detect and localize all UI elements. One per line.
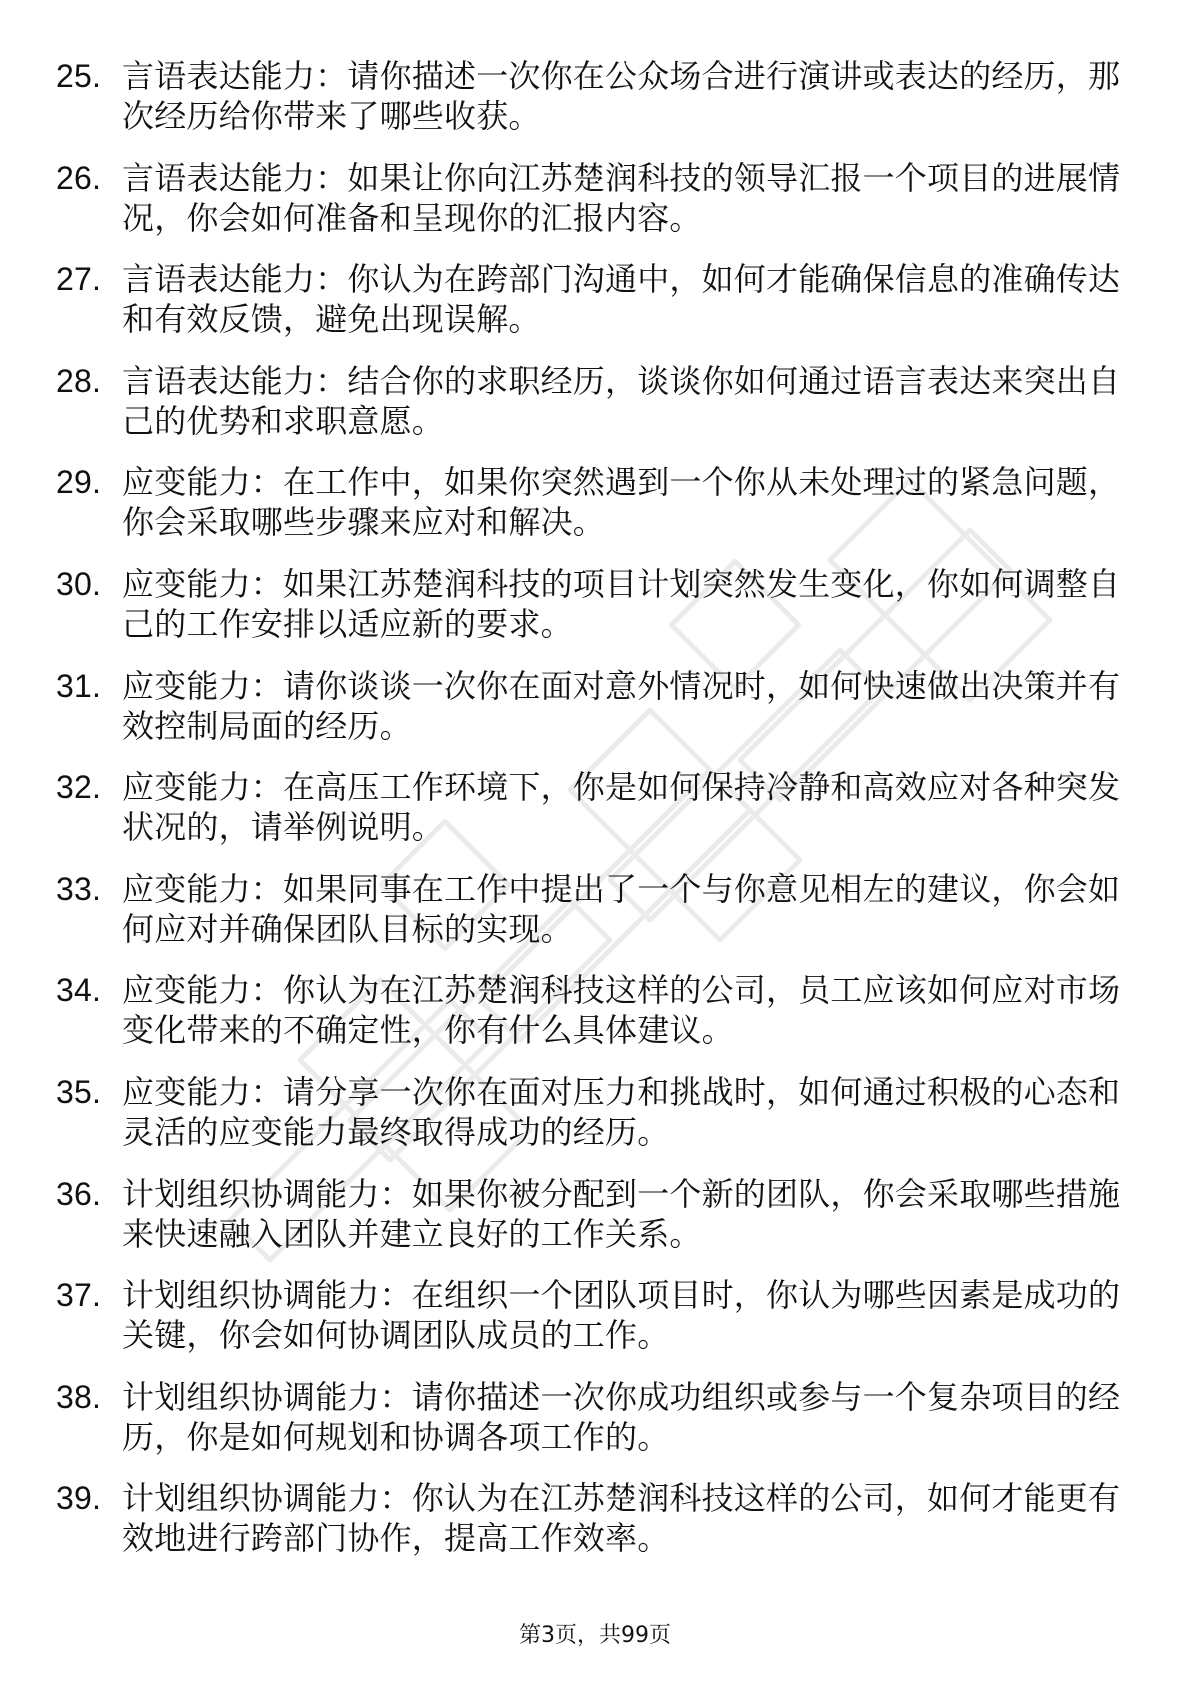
question-number: 38. [56, 1378, 102, 1415]
question-item [56, 1174, 1136, 1254]
question-text: 计划组织协调能力：你认为在江苏楚润科技这样的公司，如何才能更有效地进行跨部门协作，提高工作效率。 [122, 1479, 1121, 1558]
question-number: 30. [56, 565, 102, 602]
question-item [56, 1377, 1136, 1457]
question-item [56, 666, 1136, 746]
question-text: 应变能力：如果同事在工作中提出了一个与你意见相左的建议，你会如何应对并确保团队目标的实现。 [122, 869, 1121, 948]
question-number: 27. [56, 261, 102, 298]
question-item [56, 56, 1136, 136]
question-number: 36. [56, 1175, 102, 1212]
question-text: 应变能力：在高压工作环境下，你是如何保持冷静和高效应对各种突发状况的，请举例说明。 [122, 768, 1121, 847]
page-footer: 第3页，共99页 [519, 1623, 671, 1648]
question-item [56, 869, 1136, 949]
question-text: 言语表达能力：如果让你向江苏楚润科技的领导汇报一个项目的进展情况，你会如何准备和呈现你的汇报内容。 [122, 158, 1121, 237]
question-number: 35. [56, 1073, 102, 1110]
question-item [56, 970, 1136, 1050]
question-number: 25. [56, 58, 102, 94]
question-number: 33. [56, 870, 102, 907]
question-item [56, 1478, 1136, 1558]
question-text: 应变能力：请分享一次你在面对压力和挑战时，如何通过积极的心态和灵活的应变能力最终取得成功的经历。 [122, 1072, 1121, 1151]
question-number: 34. [56, 972, 102, 1009]
question-list [56, 56, 1136, 1580]
question-item [56, 158, 1136, 238]
question-text: 计划组织协调能力：如果你被分配到一个新的团队，你会采取哪些措施来快速融入团队并建立良好的工作关系。 [122, 1174, 1121, 1253]
question-number: 32. [56, 769, 102, 806]
question-item [56, 564, 1136, 644]
question-text: 应变能力：在工作中，如果你突然遇到一个你从未处理过的紧急问题，你会采取哪些步骤来应对和解决。 [122, 463, 1121, 542]
question-text: 应变能力：请你谈谈一次你在面对意外情况时，如何快速做出决策并有效控制局面的经历。 [122, 666, 1121, 745]
question-number: 28. [56, 362, 102, 399]
question-number: 39. [56, 1480, 102, 1517]
question-text: 言语表达能力：结合你的求职经历，谈谈你如何通过语言表达来突出自己的优势和求职意愿。 [122, 361, 1121, 440]
question-item [56, 462, 1136, 542]
question-item [56, 361, 1136, 441]
question-item [56, 1072, 1136, 1152]
question-text: 应变能力：你认为在江苏楚润科技这样的公司，员工应该如何应对市场变化带来的不确定性，你有什么具体建议。 [122, 971, 1121, 1050]
question-number: 26. [56, 159, 102, 196]
question-item [56, 767, 1136, 847]
question-text: 计划组织协调能力：请你描述一次你成功组织或参与一个复杂项目的经历，你是如何规划和协调各项工作的。 [122, 1377, 1121, 1456]
question-item [56, 1275, 1136, 1355]
question-number: 37. [56, 1277, 102, 1314]
question-number: 29. [56, 464, 102, 501]
question-item [56, 259, 1136, 339]
question-text: 言语表达能力：你认为在跨部门沟通中，如何才能确保信息的准确传达和有效反馈，避免出现误解。 [122, 260, 1121, 339]
question-text: 计划组织协调能力：在组织一个团队项目时，你认为哪些因素是成功的关键，你会如何协调团队成员的工作。 [122, 1276, 1121, 1355]
question-text: 言语表达能力：请你描述一次你在公众场合进行演讲或表达的经历，那次经历给你带来了哪些收获。 [122, 57, 1121, 135]
question-number: 31. [56, 667, 102, 704]
question-text: 应变能力：如果江苏楚润科技的项目计划突然发生变化，你如何调整自己的工作安排以适应新的要求。 [122, 564, 1121, 643]
